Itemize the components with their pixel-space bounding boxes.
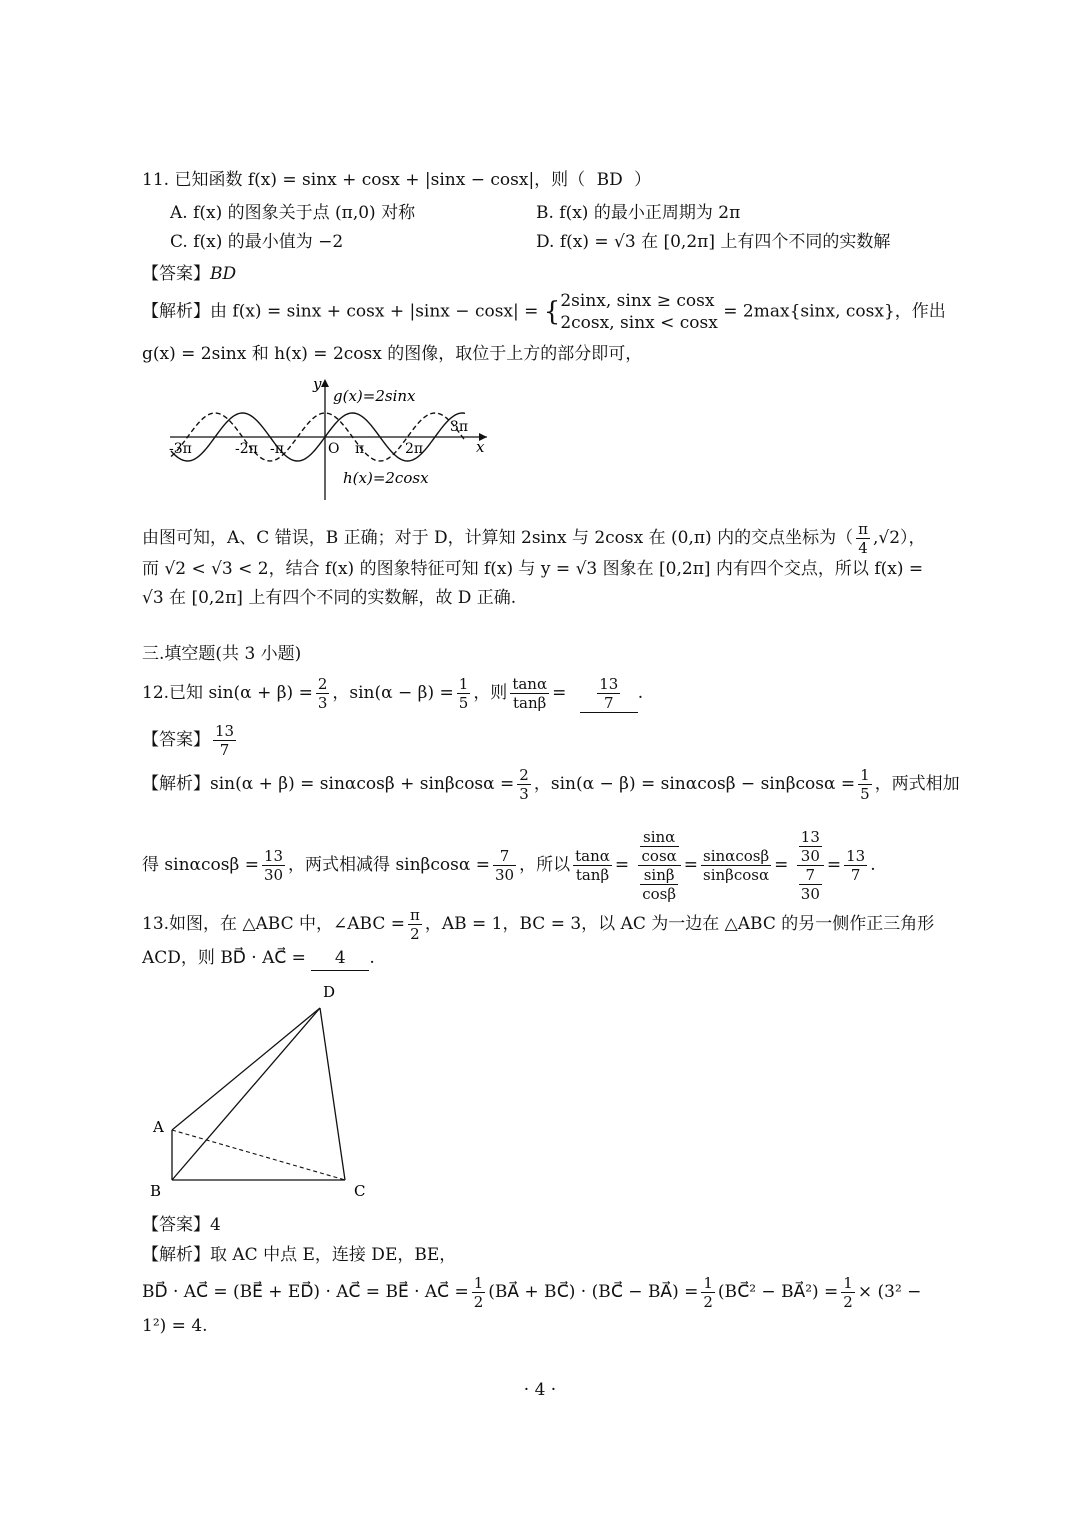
- fraction: $\frac{13}{7}$: [846, 847, 866, 884]
- q13-analysis-line2: BD⃗ · AC⃗ = (BE⃗ + ED⃗) · AC⃗ = BE⃗ · AC⃗ = $\frac{1}{2}$ (BA⃗ + BC⃗) · (BC⃗ − BA⃗) = $\frac{1}{2}$ (BC⃗² − BA⃗²) = $\frac{1}{2}$ × (3² −: [142, 1274, 922, 1311]
- fraction: $\frac{\sin\alpha\cos\beta}{\sin\beta\cos\alpha}$: [703, 847, 770, 884]
- q12-analysis-line1: 【解析】sin(α + β) = sinαcosβ + sinβcosα = $\frac{2}{3}$ ，sin(α − β) = sinαcosβ − sinβcosα = $\frac{1}{5}$ ，两式相加: [142, 766, 960, 803]
- x-axis-label: x: [476, 438, 485, 456]
- fraction: $\frac{1}{2}$: [843, 1274, 853, 1311]
- tick-label: π: [355, 441, 365, 457]
- q11-stem: 11. 已知函数 f(x) = sinx + cosx + |sinx − cosx|，则（ BD ）: [142, 170, 652, 190]
- segment-DC: [320, 1008, 345, 1180]
- q12-answer: [142, 722, 239, 759]
- q12-analysis-line2: 得 sinαcosβ = $\frac{13}{30}$ ，两式相减得 sinβcosα = $\frac{7}{30}$ ，所以 $\frac{\tan\alpha}{\tan\beta}$ = $\frac{\frac{\sin\alpha}{\cos\alpha}}{\frac{\sin\beta}{\cos\beta}}$ = $\frac{\sin\alpha\cos\beta}{\sin\beta\cos\alpha}$ = $\frac{\frac{13}{30}}{\frac{7}{30}}$ = $\frac{13}{7}$ .: [142, 828, 876, 903]
- answer-label: 【答案】: [142, 264, 210, 284]
- point-B-label: B: [150, 1182, 162, 1200]
- q13-answer-blank: 4: [311, 946, 369, 971]
- compound-fraction: $\frac{\frac{13}{30}}{\frac{7}{30}}$: [797, 828, 824, 903]
- fraction: $\frac{1}{2}$: [473, 1274, 484, 1311]
- fraction: $\frac{1}{2}$: [703, 1274, 713, 1311]
- q13-analysis-line3: 1²) = 4.: [142, 1316, 208, 1336]
- q13-stem-line2: ACD，则 BD⃗ · AC⃗ = 4 .: [142, 946, 375, 971]
- fraction: $\frac{1}{5}$: [458, 675, 469, 712]
- fraction: $\frac{\tan\alpha}{\tan\beta}$: [575, 847, 610, 884]
- fraction: $\frac{2}{3}$: [519, 766, 529, 803]
- fraction: $\frac{\tan\alpha}{\tan\beta}$: [512, 675, 548, 712]
- q11-analysis-line2: g(x) = 2sinx 和 h(x) = 2cosx 的图像，取位于上方的部分即可，: [142, 344, 643, 364]
- q12-answer-blank: $\frac{13}{7}$: [580, 675, 638, 713]
- h-label: h(x)=2cosx: [343, 469, 429, 487]
- segment-BD: [172, 1008, 320, 1180]
- sin-cos-graph: [165, 375, 495, 505]
- fraction: $\frac{1}{5}$: [860, 766, 870, 803]
- analysis-label: 【解析】: [142, 1245, 210, 1265]
- q11-analysis-line1: 【解析】由 f(x) = sinx + cosx + |sinx − cosx| = { 2sinx, sinx ≥ cosx 2cosx, sinx < cosx = 2max{sinx, cosx}，作出: [142, 291, 946, 333]
- tick-label: -π: [270, 441, 284, 457]
- fraction: $\frac{7}{30}$: [495, 847, 515, 884]
- tick-label: 2π: [405, 441, 424, 457]
- answer-label: 【答案】: [142, 730, 210, 750]
- q11-option-d: D. f(x) = √3 在 [0,2π] 上有四个不同的实数解: [536, 232, 891, 252]
- point-A-label: A: [153, 1118, 164, 1136]
- q11-option-a: A. f(x) 的图象关于点 (π,0) 对称: [170, 203, 416, 223]
- q11-option-c: C. f(x) 的最小值为 −2: [170, 232, 344, 252]
- q13-analysis-line1: 【解析】取 AC 中点 E，连接 DE，BE，: [142, 1245, 457, 1265]
- fraction: $\frac{13}{30}$: [263, 847, 284, 884]
- q11-conclusion-line3: √3 在 [0,2π] 上有四个不同的实数解，故 D 正确.: [142, 588, 517, 608]
- q12-stem: 12.已知 sin(α + β) = $\frac{2}{3}$ ，sin(α − β) = $\frac{1}{5}$ ，则 $\frac{\tan\alpha}{\tan\beta}$ = $\frac{13}{7}$ .: [142, 675, 644, 712]
- segment-AD: [172, 1008, 320, 1130]
- q11-conclusion-line2: 而 √2 < √3 < 2，结合 f(x) 的图象特征可知 f(x) 与 y = √3 图象在 [0,2π] 内有四个交点，所以 f(x) =: [142, 559, 924, 579]
- analysis-label: 【解析】: [142, 301, 210, 322]
- compound-fraction: $\frac{\frac{\sin\alpha}{\cos\alpha}}{\frac{\sin\beta}{\cos\beta}}$: [638, 828, 681, 903]
- q11-conclusion-line1: 由图可知，A、C 错误，B 正确；对于 D，计算知 2sinx 与 2cosx 在 (0,π) 内的交点坐标为（ $\frac{\pi}{4}$ ,√2），: [142, 520, 926, 557]
- tick-label: O: [328, 441, 340, 457]
- point-D-label: D: [323, 983, 336, 1001]
- q11-answer: 【答案】BD: [142, 264, 237, 284]
- piecewise-cases: 2sinx, sinx ≥ cosx 2cosx, sinx < cosx: [560, 291, 718, 333]
- segment-AC: [172, 1130, 345, 1180]
- analysis-label: 【解析】: [142, 774, 210, 794]
- tick-label: 3π: [450, 419, 469, 435]
- fraction: $\frac{2}{3}$: [317, 675, 328, 712]
- y-axis-arrow: [321, 379, 329, 387]
- fraction: $\frac{\pi}{2}$: [410, 906, 420, 943]
- g-label: g(x)=2sinx: [333, 387, 416, 405]
- point-C-label: C: [354, 1182, 366, 1200]
- fraction: $\frac{13}{7}$: [215, 722, 235, 759]
- y-axis-label: y: [313, 375, 322, 393]
- q11-option-b: B. f(x) 的最小正周期为 2π: [536, 203, 741, 223]
- triangle-figure: [140, 975, 390, 1205]
- q13-stem-line1: 13.如图，在 △ABC 中，∠ABC = $\frac{\pi}{2}$ ，AB = 1，BC = 3，以 AC 为一边在 △ABC 的另一侧作正三角形: [142, 906, 935, 943]
- q11-answer-fill: BD: [596, 170, 623, 190]
- fraction: $\frac{\pi}{4}$: [858, 520, 868, 557]
- answer-label: 【答案】: [142, 1215, 210, 1235]
- tick-label: -2π: [235, 441, 258, 457]
- tick-label: -3π: [169, 441, 192, 457]
- section-title: 三.填空题(共 3 小题): [142, 644, 302, 664]
- q13-answer: 【答案】4: [142, 1215, 221, 1235]
- page-number: · 4 ·: [523, 1380, 557, 1400]
